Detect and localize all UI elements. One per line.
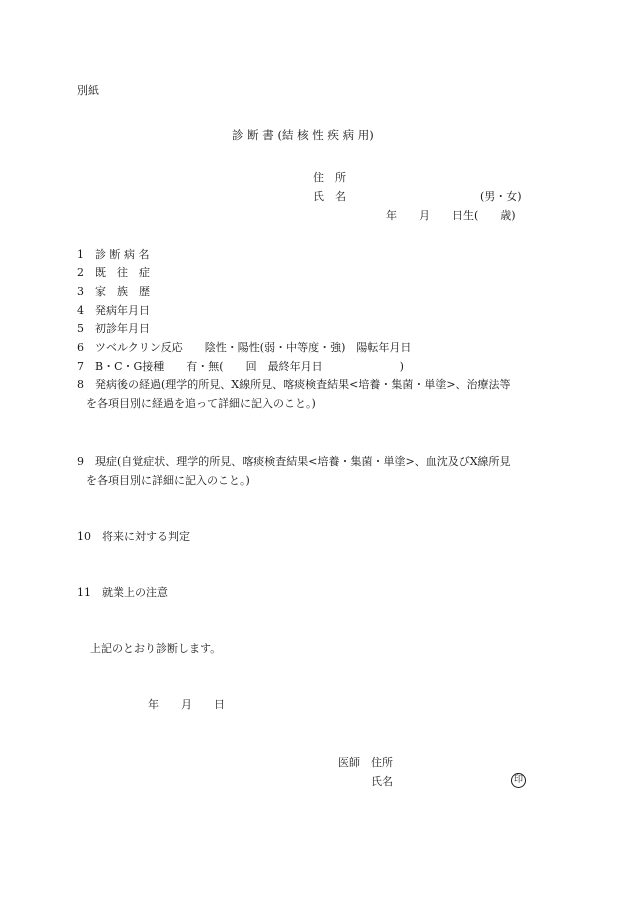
doctor-label: 医師 — [338, 756, 360, 769]
issue-date-line: 年 月 日 — [148, 698, 225, 711]
patient-birth-line: 年 月 日生( 歳) — [386, 209, 516, 222]
item-diagnosis-name: 1 診 断 病 名 — [77, 248, 150, 261]
document-title: 診 断 書 (結 核 性 疾 病 用) — [232, 128, 374, 142]
item-bcg-vaccination: 7 B・C・G接種 有・無( 回 最終年月日 ) — [77, 360, 404, 373]
item-onset-date: 4 発病年月日 — [77, 304, 150, 317]
item-present-condition-note: を各項目別に詳細に記入のこと。) — [86, 474, 250, 487]
item-prognosis: 10 将来に対する判定 — [77, 530, 190, 543]
item-course-after-onset-note: を各項目別に経過を追って詳細に記入のこと。) — [86, 397, 316, 410]
doctor-name-label: 氏名 — [371, 775, 393, 788]
seal-mark: 印 — [511, 773, 526, 788]
patient-name-label: 氏 名 — [313, 190, 346, 203]
item-work-precautions: 11 就業上の注意 — [77, 586, 168, 599]
doctor-address-label: 住所 — [371, 756, 393, 769]
patient-address-label: 住 所 — [313, 171, 346, 184]
attachment-label: 別紙 — [77, 84, 99, 97]
item-course-after-onset: 8 発病後の経過(理学的所見、X線所見、喀痰検査結果<培養・集菌・単塗>、治療法等 — [77, 378, 511, 391]
item-medical-history: 2 既 往 症 — [77, 266, 150, 279]
item-tuberculin-reaction: 6 ツベルクリン反応 陰性・陽性(弱・中等度・強) 陽転年月日 — [77, 341, 412, 354]
patient-sex: (男・女) — [480, 190, 522, 203]
item-present-condition: 9 現症(自覚症状、理学的所見、喀痰検査結果<培養・集菌・単塗>、血沈及びX線所見 — [77, 455, 511, 468]
item-first-visit-date: 5 初診年月日 — [77, 322, 150, 335]
declaration: 上記のとおり診断します。 — [90, 642, 222, 655]
item-family-history: 3 家 族 歴 — [77, 285, 150, 298]
